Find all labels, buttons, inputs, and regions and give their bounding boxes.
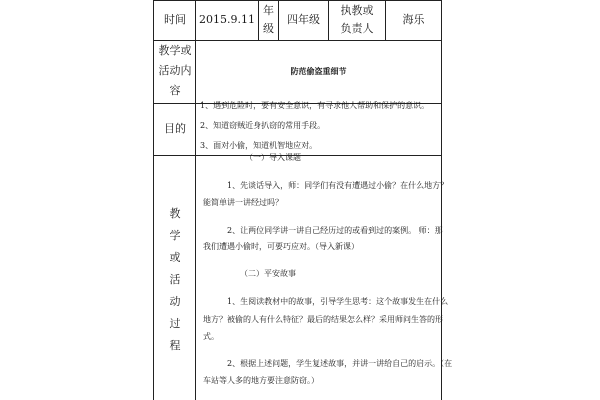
goal-item-2: 2、知道窃贼近身扒窃的常用手段。 xyxy=(200,121,326,130)
section-1-title: （一）导入课题 xyxy=(245,153,301,162)
table-top-border xyxy=(153,0,442,1)
paragraph-3-line2: 地方？被偷的人有什么特征？最后的结果怎么样？采用师问生答的形 xyxy=(203,315,443,324)
paragraph-2-line2: 我们遭遇小偷时，可要巧应对。（导入新课） xyxy=(203,242,359,251)
time-value: 2015.9.11 xyxy=(199,13,255,26)
goal-item-3: 3、面对小偷，知道机智地应对。 xyxy=(200,141,318,150)
paragraph-3-line1: 1、生阅读教材中的故事，引导学生思考：这个故事发生在什么 xyxy=(227,297,449,306)
goal-item-1: 1、遇到危险时，要有安全意识，有寻求他人帮助和保护的意识。 xyxy=(200,101,430,110)
paragraph-1-line2: 能简单讲一讲经过吗？ xyxy=(203,198,283,207)
paragraph-3-line3: 式。 xyxy=(203,332,219,341)
process-label-char: 教 xyxy=(169,207,181,220)
paragraph-4-line2: 车站等人多的地方要注意防窃。） xyxy=(203,376,319,385)
goals-label: 目的 xyxy=(164,122,186,135)
process-label-char: 程 xyxy=(169,339,181,352)
grade-label-line2: 级 xyxy=(263,22,274,35)
process-label-char: 动 xyxy=(169,295,181,308)
teacher-label-line1: 执教或 xyxy=(340,4,374,17)
paragraph-4-line1: 2、根据上述问题，学生复述故事，并讲一讲给自己的启示。（在 xyxy=(227,359,453,368)
teacher-label-line2: 负责人 xyxy=(340,22,374,35)
paragraph-2-line1: 2、让两位同学讲一讲自己经历过的或看到过的案例。 师：那 xyxy=(227,226,443,235)
process-label xyxy=(168,203,182,357)
content-label-line1: 教学或 xyxy=(158,44,192,57)
grade-label-line1: 年 xyxy=(263,4,274,17)
column-divider xyxy=(195,0,196,400)
lesson-title: 防范偷盗重细节 xyxy=(290,66,347,76)
time-label: 时间 xyxy=(164,13,186,26)
process-label-char: 活 xyxy=(169,273,181,286)
grade-value: 四年级 xyxy=(287,13,320,26)
table-left-border xyxy=(153,0,154,400)
table-right-border xyxy=(441,0,442,400)
section-2-title: （二）平安故事 xyxy=(240,269,296,278)
content-label-line2: 活动内 xyxy=(158,64,192,77)
teacher-value: 海乐 xyxy=(402,13,425,26)
paragraph-1-line1: 1、先谈话导入，师：同学们有没有遭遇过小偷？在什么地方？ xyxy=(227,181,449,190)
process-label-char: 过 xyxy=(169,317,181,330)
row-divider-1 xyxy=(153,40,442,41)
process-label-char: 或 xyxy=(169,251,181,264)
content-label-line3: 容 xyxy=(169,84,181,97)
process-label-char: 学 xyxy=(169,229,181,242)
